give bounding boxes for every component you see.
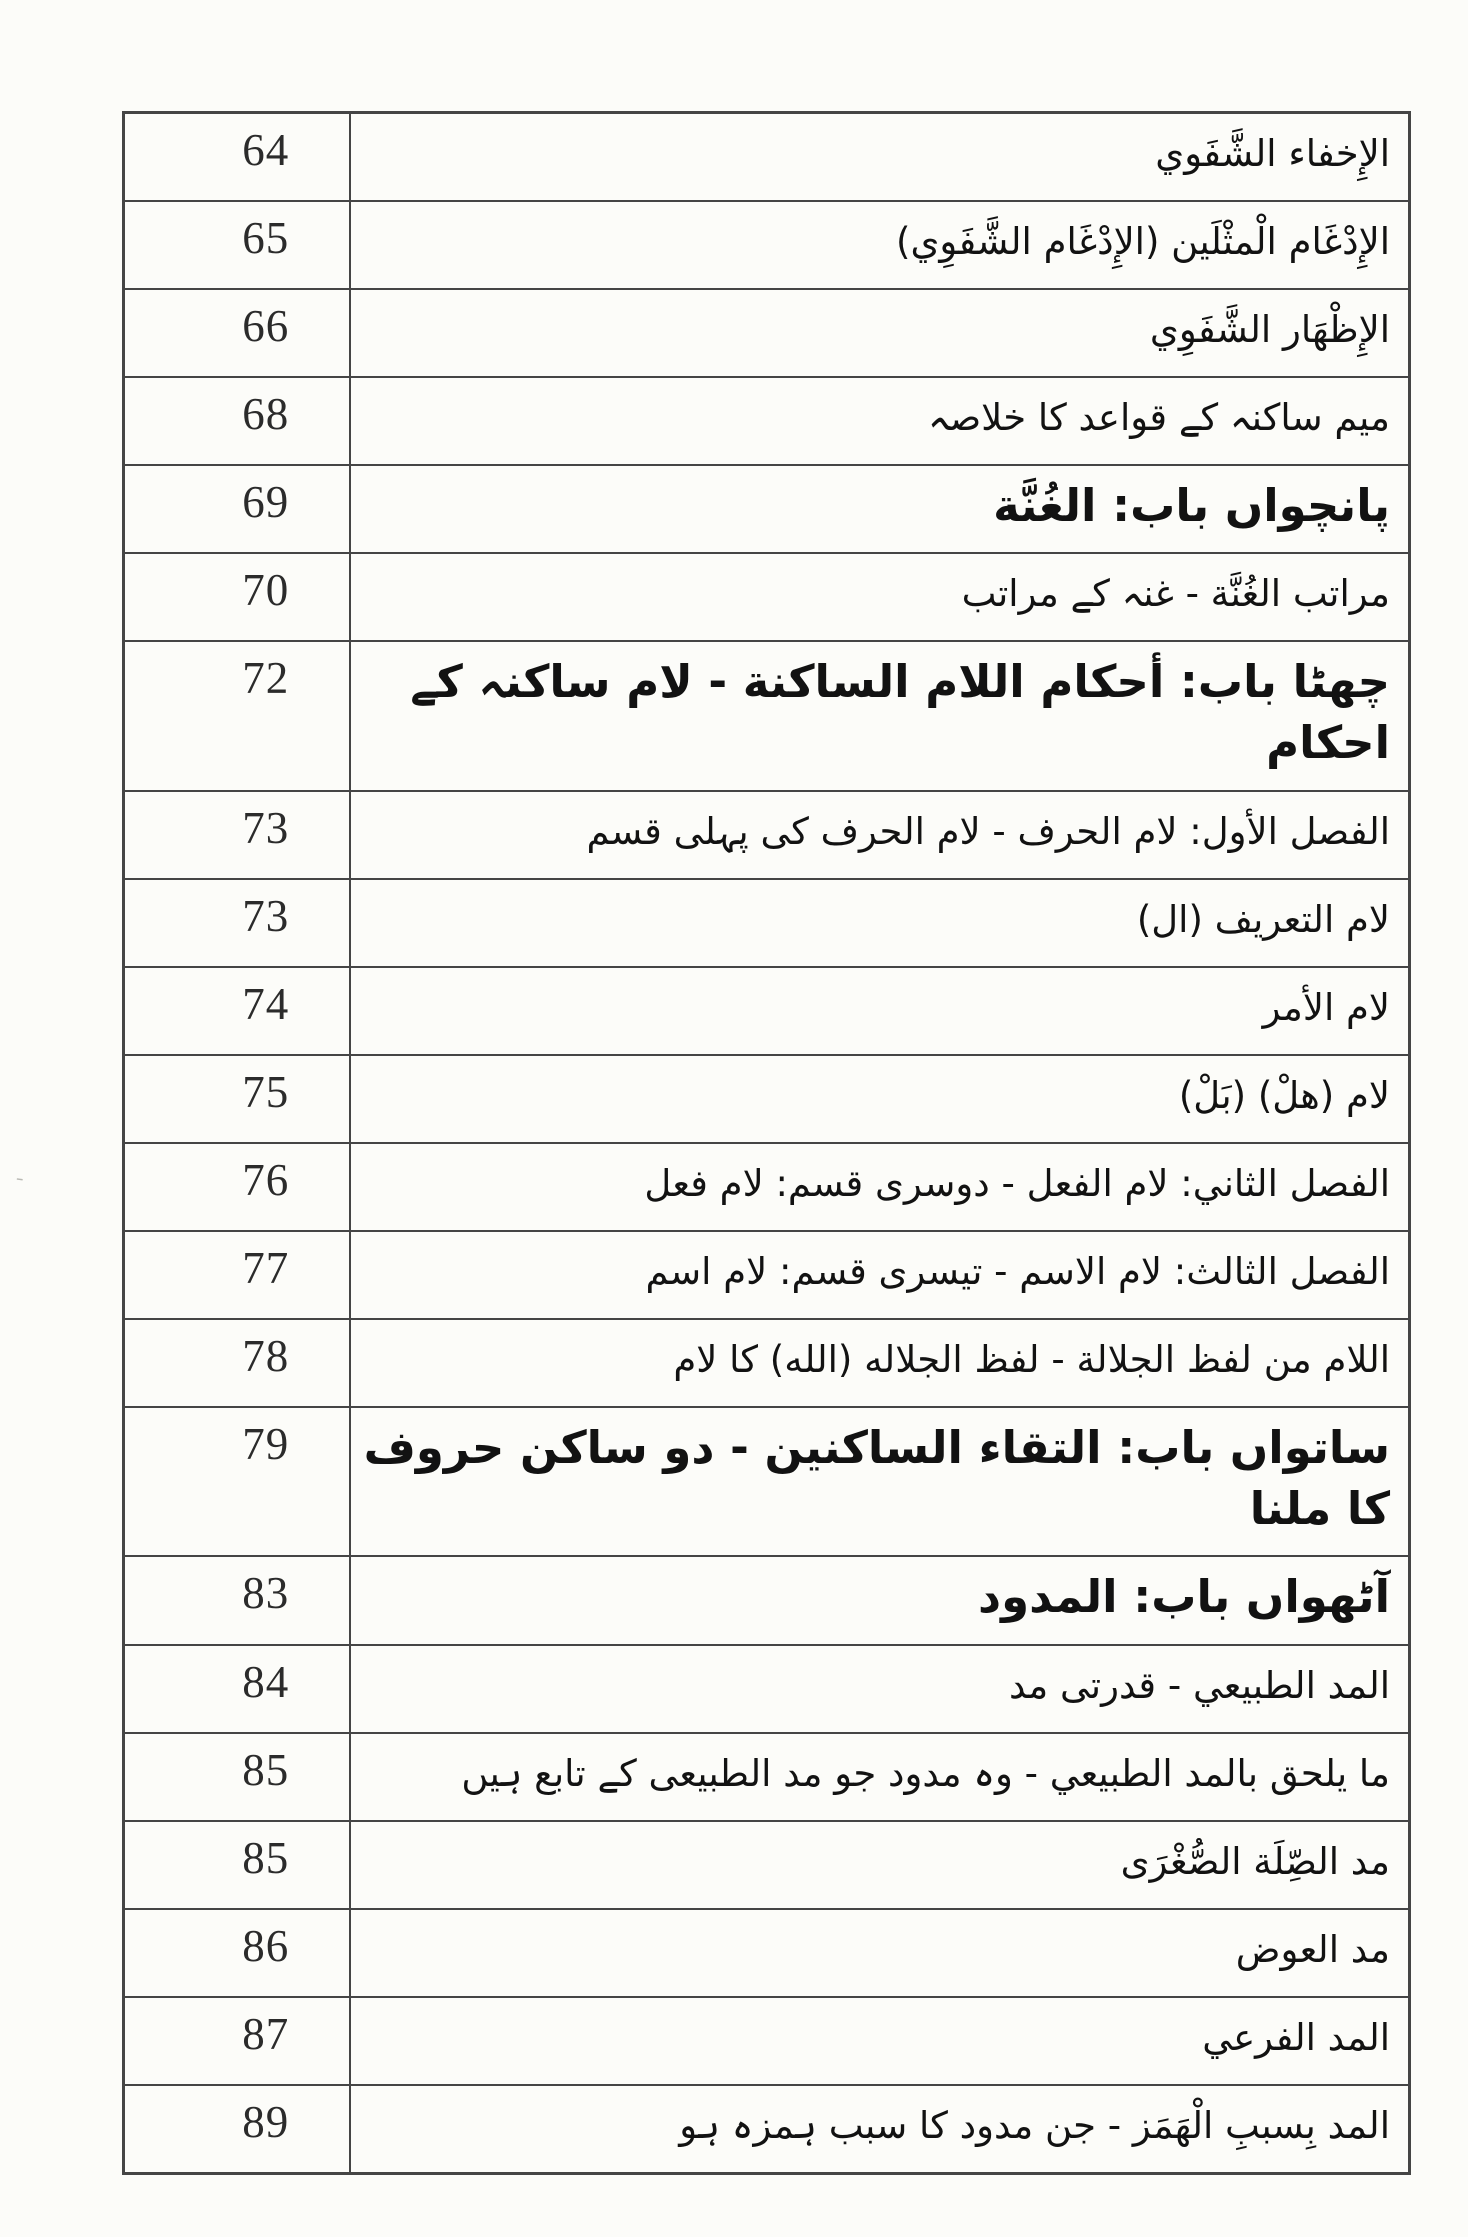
toc-row: [124, 1231, 1410, 1319]
page-number: 76: [242, 1154, 290, 1205]
toc-row: [124, 1733, 1410, 1821]
page-number: 73: [242, 890, 290, 941]
page-number-cell: [124, 1997, 350, 2085]
page-number-cell: [124, 377, 350, 465]
toc-row: [124, 1055, 1410, 1143]
entry-title: پانچواں باب: الغُنَّة: [993, 478, 1390, 532]
entry-title: الإِظْهَار الشَّفَوِي: [1149, 307, 1390, 351]
entry-title: المد بِسببِ الْهَمَز - جن مدود کا سبب ہمزہ ہو: [679, 2103, 1390, 2147]
entry-title-cell: [350, 553, 1410, 641]
entry-title-cell: [350, 2085, 1410, 2173]
entry-title: آٹھواں باب: المدود: [978, 1570, 1390, 1624]
entry-title: المد الطبيعي - قدرتی مد: [1008, 1664, 1390, 1708]
entry-title-cell: [350, 1909, 1410, 1997]
page-number: 73: [242, 802, 290, 853]
entry-title: لام التعريف (ال): [1136, 897, 1390, 941]
page-number-cell: [124, 1407, 350, 1557]
entry-title-cell: [350, 1143, 1410, 1231]
entry-title: لام الأمر: [1262, 985, 1390, 1029]
page-number-cell: [124, 1733, 350, 1821]
toc-row: [124, 1556, 1410, 1645]
page-number: 70: [242, 565, 290, 616]
toc-row: [124, 377, 1410, 465]
toc-row: [124, 1909, 1410, 1997]
page-number: 75: [242, 1066, 290, 1117]
page-number-cell: [124, 113, 350, 201]
entry-title: الفصل الثالث: لام الاسم - تیسری قسم: لام اسم: [645, 1249, 1390, 1293]
entry-title: مد العوض: [1235, 1928, 1390, 1972]
toc-row: [124, 1143, 1410, 1231]
toc-table: [122, 111, 1411, 2175]
page-number-cell: [124, 1319, 350, 1407]
entry-title-cell: [350, 1821, 1410, 1909]
page-number-cell: [124, 201, 350, 289]
toc-row: [124, 1645, 1410, 1733]
page-number-cell: [124, 1909, 350, 1997]
toc-row: [124, 641, 1410, 791]
page-number: 89: [242, 2097, 290, 2147]
entry-title-cell: [350, 1645, 1410, 1733]
entry-title-cell: [350, 879, 1410, 967]
entry-title: مد الصِّلَة الصُّغْرَى: [1120, 1840, 1390, 1884]
entry-title-cell: [350, 201, 1410, 289]
entry-title: چھٹا باب: أحكام اللام الساكنة - لام ساکنہ کے احکام: [410, 655, 1390, 769]
page-number: 64: [242, 125, 290, 175]
entry-title-cell: [350, 113, 1410, 201]
page-number-cell: [124, 1143, 350, 1231]
entry-title-cell: [350, 1407, 1410, 1557]
entry-title-cell: [350, 465, 1410, 554]
page-number: 77: [242, 1242, 290, 1293]
entry-title: میم ساکنہ کے قواعد کا خلاصہ: [928, 395, 1390, 439]
toc-row: [124, 553, 1410, 641]
page-number: 83: [242, 1568, 290, 1619]
entry-title: الإِخفاء الشَّفَوي: [1155, 131, 1390, 175]
entry-title: مراتب الغُنَّة - غنہ کے مراتب: [961, 572, 1390, 616]
entry-title-cell: [350, 967, 1410, 1055]
page-number: 79: [242, 1418, 290, 1469]
entry-title-cell: [350, 1319, 1410, 1407]
entry-title-cell: [350, 289, 1410, 377]
page-number: 85: [242, 1745, 290, 1795]
entry-title-cell: [350, 1055, 1410, 1143]
toc-row: [124, 1407, 1410, 1557]
page-number-cell: [124, 1231, 350, 1319]
page-number: 84: [242, 1657, 290, 1707]
toc-row: [124, 113, 1410, 201]
page-number-cell: [124, 1645, 350, 1733]
entry-title-cell: [350, 641, 1410, 791]
toc-row: [124, 967, 1410, 1055]
entry-title: ما يلحق بالمد الطبيعي - وہ مدود جو مد الطبیعی کے تابع ہیں: [461, 1752, 1390, 1796]
page-number: 72: [242, 653, 290, 704]
toc-row: [124, 2085, 1410, 2173]
page-number-cell: [124, 879, 350, 967]
entry-title-cell: [350, 377, 1410, 465]
page-number-cell: [124, 641, 350, 791]
entry-title-cell: [350, 1997, 1410, 2085]
entry-title: الفصل الثاني: لام الفعل - دوسری قسم: لام فعل: [644, 1161, 1390, 1205]
entry-title: لام (هلْ) (بَلْ): [1178, 1073, 1390, 1117]
entry-title: الفصل الأول: لام الحرف - لام الحرف کی پہلی قسم: [586, 809, 1390, 853]
page-number-cell: [124, 1556, 350, 1645]
toc-row: [124, 289, 1410, 377]
page-number-cell: [124, 791, 350, 879]
scan-artifact-mark: ˍ: [14, 1157, 28, 1183]
page-number-cell: [124, 465, 350, 554]
toc-row: [124, 201, 1410, 289]
entry-title-cell: [350, 1556, 1410, 1645]
page-number-cell: [124, 1055, 350, 1143]
toc-row: [124, 1821, 1410, 1909]
page-number-cell: [124, 1821, 350, 1909]
entry-title: ساتواں باب: التقاء الساكنين - دو ساکن حروف کا ملنا: [363, 1420, 1390, 1535]
entry-title-cell: [350, 791, 1410, 879]
page-number-cell: [124, 2085, 350, 2173]
page-number-cell: [124, 289, 350, 377]
page-number: 65: [242, 212, 290, 263]
page-number: 78: [242, 1330, 290, 1381]
toc-row: [124, 1997, 1410, 2085]
entry-title-cell: [350, 1231, 1410, 1319]
toc-table-body: [124, 113, 1410, 2174]
entry-title-cell: [350, 1733, 1410, 1821]
toc-row: [124, 879, 1410, 967]
page-number: 87: [242, 2009, 290, 2059]
page-number: 69: [242, 476, 290, 527]
toc-row: [124, 1319, 1410, 1407]
toc-row: [124, 791, 1410, 879]
page-number: 74: [242, 978, 290, 1029]
page-number: 66: [242, 300, 290, 351]
page-number: 68: [242, 388, 290, 439]
page-number-cell: [124, 967, 350, 1055]
entry-title: المد الفرعي: [1202, 2016, 1390, 2060]
page-number: 86: [242, 1921, 290, 1971]
toc-row: [124, 465, 1410, 554]
page-number: 85: [242, 1833, 290, 1883]
entry-title: اللام من لفظ الجلالة - لفظ الجلاله (الله) کا لام: [673, 1337, 1390, 1381]
entry-title: الإِدْغَام الْمثْلَين (الإِدْغَام الشَّفَوِي): [896, 219, 1390, 263]
page-number-cell: [124, 553, 350, 641]
